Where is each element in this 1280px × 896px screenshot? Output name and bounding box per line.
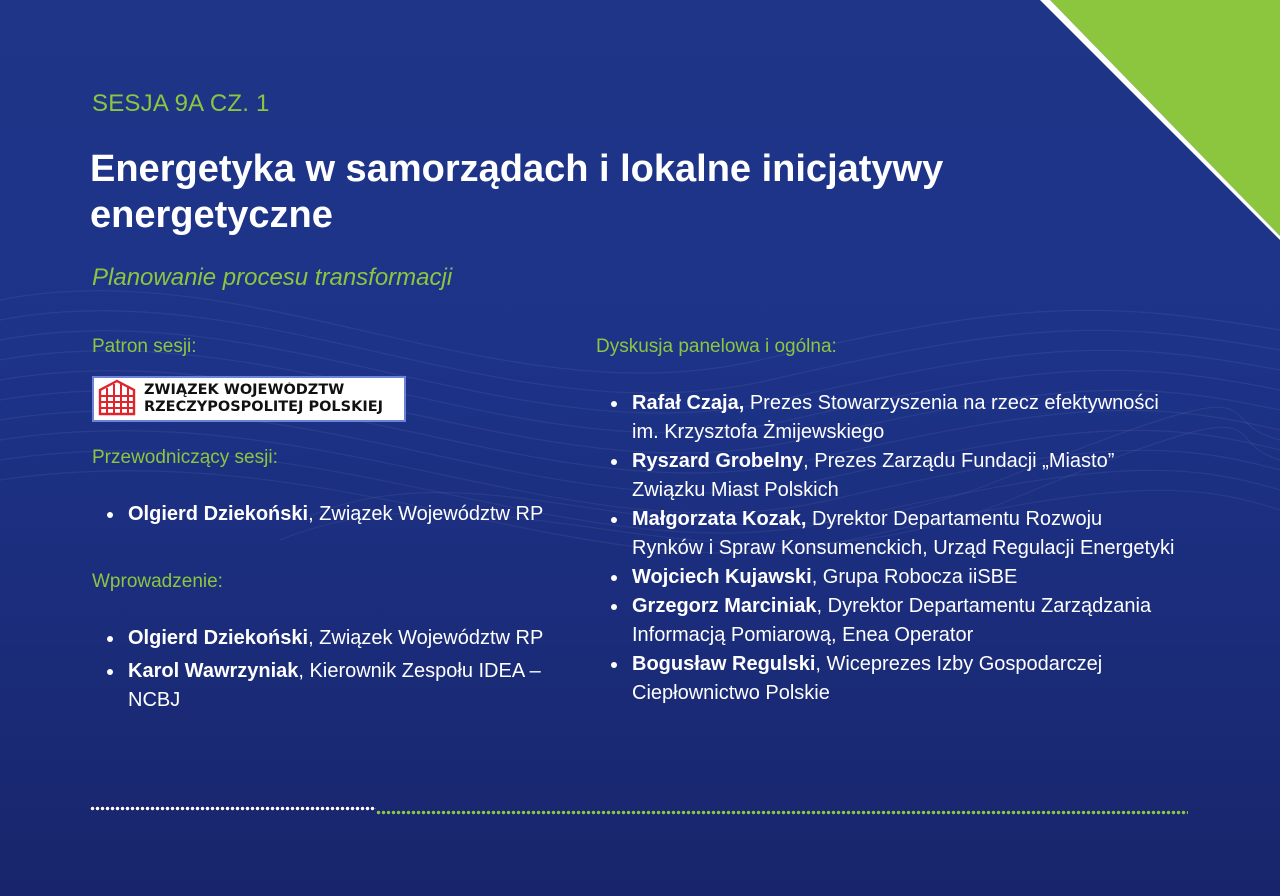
person-role: , Prezes Zarządu Fundacji „Miasto” Związku Miast Polskich: [632, 450, 1115, 501]
divider-dots-green: [376, 810, 1188, 815]
list-item: [596, 389, 1176, 447]
person-role: , Dyrektor Departamentu Zarządzania Informacją Pomiarową, Enea Operator: [632, 595, 1152, 646]
person-role: Dyrektor Departamentu Rozwoju Rynków i Spraw Konsumenckich, Urząd Regulacji Energetyki: [632, 508, 1175, 559]
page-subtitle: Planowanie procesu transformacji: [92, 264, 453, 291]
discussion-list: [596, 389, 1176, 708]
divider-dots-white: [90, 806, 376, 811]
left-column: [92, 335, 582, 715]
dotted-divider: [90, 806, 1188, 812]
intro-label: Wprowadzenie:: [92, 571, 223, 592]
patron-label: Patron sesji:: [92, 336, 197, 357]
list-item: [596, 563, 1176, 592]
person-role: , Grupa Robocza iiSBE: [811, 566, 1018, 588]
person-name: Olgierd Dziekoński: [128, 627, 309, 649]
list-item: [92, 500, 582, 529]
patron-logo: [92, 376, 406, 422]
person-name: Wojciech Kujawski: [632, 566, 812, 588]
list-item: [596, 592, 1176, 650]
person-role: , Związek Województw RP: [308, 627, 544, 649]
person-role: , Kierownik Zespołu IDEA – NCBJ: [128, 660, 541, 711]
corner-accent-triangle: [1040, 0, 1280, 240]
person-role: , Związek Województw RP: [308, 503, 544, 525]
person-name: Karol Wawrzyniak: [128, 660, 299, 682]
page-title: Energetyka w samorządach i lokalne inicjatywy energetyczne: [90, 148, 944, 236]
list-item: [596, 505, 1176, 563]
patron-logo-mark-icon: [96, 378, 138, 420]
list-item: [596, 650, 1176, 708]
person-name: Olgierd Dziekoński: [128, 503, 309, 525]
list-item: [92, 624, 582, 653]
chair-label: Przewodniczący sesji:: [92, 447, 278, 468]
person-role: , Wiceprezes Izby Gospodarczej Ciepłownictwo Polskie: [632, 653, 1103, 704]
discussion-label: Dyskusja panelowa i ogólna:: [596, 336, 837, 357]
chair-list: [92, 500, 582, 529]
list-item: [596, 447, 1176, 505]
patron-logo-line1: ZWIĄZEK WOJEWÓDZTW: [144, 382, 345, 398]
person-role: Prezes Stowarzyszenia na rzecz efektywności im. Krzysztofa Żmijewskiego: [632, 392, 1159, 443]
person-name: Małgorzata Kozak,: [632, 508, 807, 530]
person-name: Rafał Czaja,: [632, 392, 745, 414]
patron-logo-line2: RZECZYPOSPOLITEJ POLSKIEJ: [144, 399, 384, 415]
person-name: Bogusław Regulski: [632, 653, 816, 675]
intro-list: [92, 624, 582, 715]
session-label: SESJA 9A CZ. 1: [92, 90, 270, 117]
person-name: Ryszard Grobelny: [632, 450, 804, 472]
right-column: [596, 335, 1176, 708]
list-item: [92, 657, 582, 715]
person-name: Grzegorz Marciniak: [632, 595, 817, 617]
